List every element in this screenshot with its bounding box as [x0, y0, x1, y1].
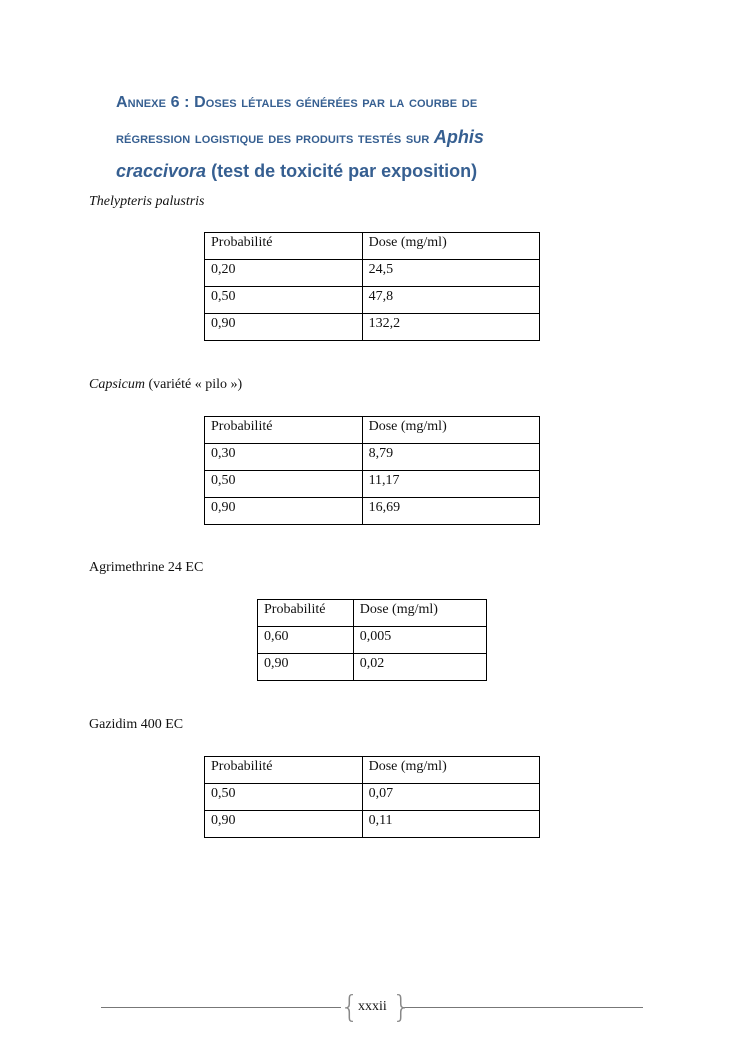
heading-line-2 [116, 120, 596, 154]
species-genus: Aphis [433, 127, 484, 147]
label-italic: Thelypteris palustris [89, 194, 205, 209]
cell-dose: 24,5 [362, 260, 539, 287]
header-probability: Probabilité [205, 233, 363, 260]
table-row [205, 287, 540, 314]
section-label-agrimethrine [89, 560, 203, 576]
footer-rule-left [101, 1007, 341, 1008]
dose-table-agrimethrine [257, 599, 487, 681]
heading-text-3: (test de toxicité par exposition) [206, 161, 478, 181]
cell-dose: 0,02 [353, 654, 486, 681]
cell-probability: 0,50 [205, 471, 363, 498]
cell-probability: 0,30 [205, 444, 363, 471]
cell-dose: 47,8 [362, 287, 539, 314]
table-header-row [258, 600, 487, 627]
cell-dose: 0,005 [353, 627, 486, 654]
label-rest: Gazidim 400 EC [89, 717, 184, 732]
dose-table-thelypteris [204, 232, 540, 341]
header-probability: Probabilité [205, 757, 363, 784]
cell-probability: 0,90 [205, 811, 363, 838]
annex-heading [116, 86, 596, 188]
dose-table-capsicum [204, 416, 540, 525]
cell-dose: 0,07 [362, 784, 539, 811]
table-row [205, 260, 540, 287]
table-row [205, 498, 540, 525]
table-row [205, 784, 540, 811]
cell-probability: 0,90 [205, 498, 363, 525]
header-dose: Dose (mg/ml) [362, 233, 539, 260]
cell-dose: 0,11 [362, 811, 539, 838]
cell-probability: 0,50 [205, 784, 363, 811]
table-row [258, 654, 487, 681]
table-header-row [205, 417, 540, 444]
cell-dose: 16,69 [362, 498, 539, 525]
header-probability: Probabilité [205, 417, 363, 444]
cell-probability: 0,90 [205, 314, 363, 341]
header-probability: Probabilité [258, 600, 354, 627]
header-dose: Dose (mg/ml) [362, 417, 539, 444]
table-row [205, 314, 540, 341]
cell-probability: 0,90 [258, 654, 354, 681]
section-label-thelypteris [89, 194, 205, 210]
dose-table-gazidim [204, 756, 540, 838]
heading-line-3 [116, 154, 596, 188]
table-header-row [205, 233, 540, 260]
header-dose: Dose (mg/ml) [362, 757, 539, 784]
label-italic: Capsicum [89, 377, 145, 392]
heading-text-1: Annexe 6 : Doses létales générées par la courbe de [116, 94, 478, 111]
footer-bracket-left: { [340, 990, 360, 1025]
cell-dose: 11,17 [362, 471, 539, 498]
page-number: xxxii [358, 999, 387, 1014]
label-rest: Agrimethrine 24 EC [89, 560, 204, 575]
table-row [205, 471, 540, 498]
label-rest: (variété « pilo ») [145, 377, 243, 392]
cell-dose: 132,2 [362, 314, 539, 341]
section-label-capsicum [89, 377, 242, 393]
table-row [205, 444, 540, 471]
section-label-gazidim [89, 717, 183, 733]
header-dose: Dose (mg/ml) [353, 600, 486, 627]
table-header-row [205, 757, 540, 784]
cell-dose: 8,79 [362, 444, 539, 471]
cell-probability: 0,20 [205, 260, 363, 287]
cell-probability: 0,50 [205, 287, 363, 314]
species-epithet: craccivora [116, 161, 207, 181]
footer-bracket-right: } [392, 990, 412, 1025]
table-row [205, 811, 540, 838]
heading-text-2: régression logistique des produits testés sur [116, 130, 434, 147]
cell-probability: 0,60 [258, 627, 354, 654]
table-row [258, 627, 487, 654]
footer-rule-right [402, 1007, 643, 1008]
heading-line-1 [116, 86, 596, 120]
